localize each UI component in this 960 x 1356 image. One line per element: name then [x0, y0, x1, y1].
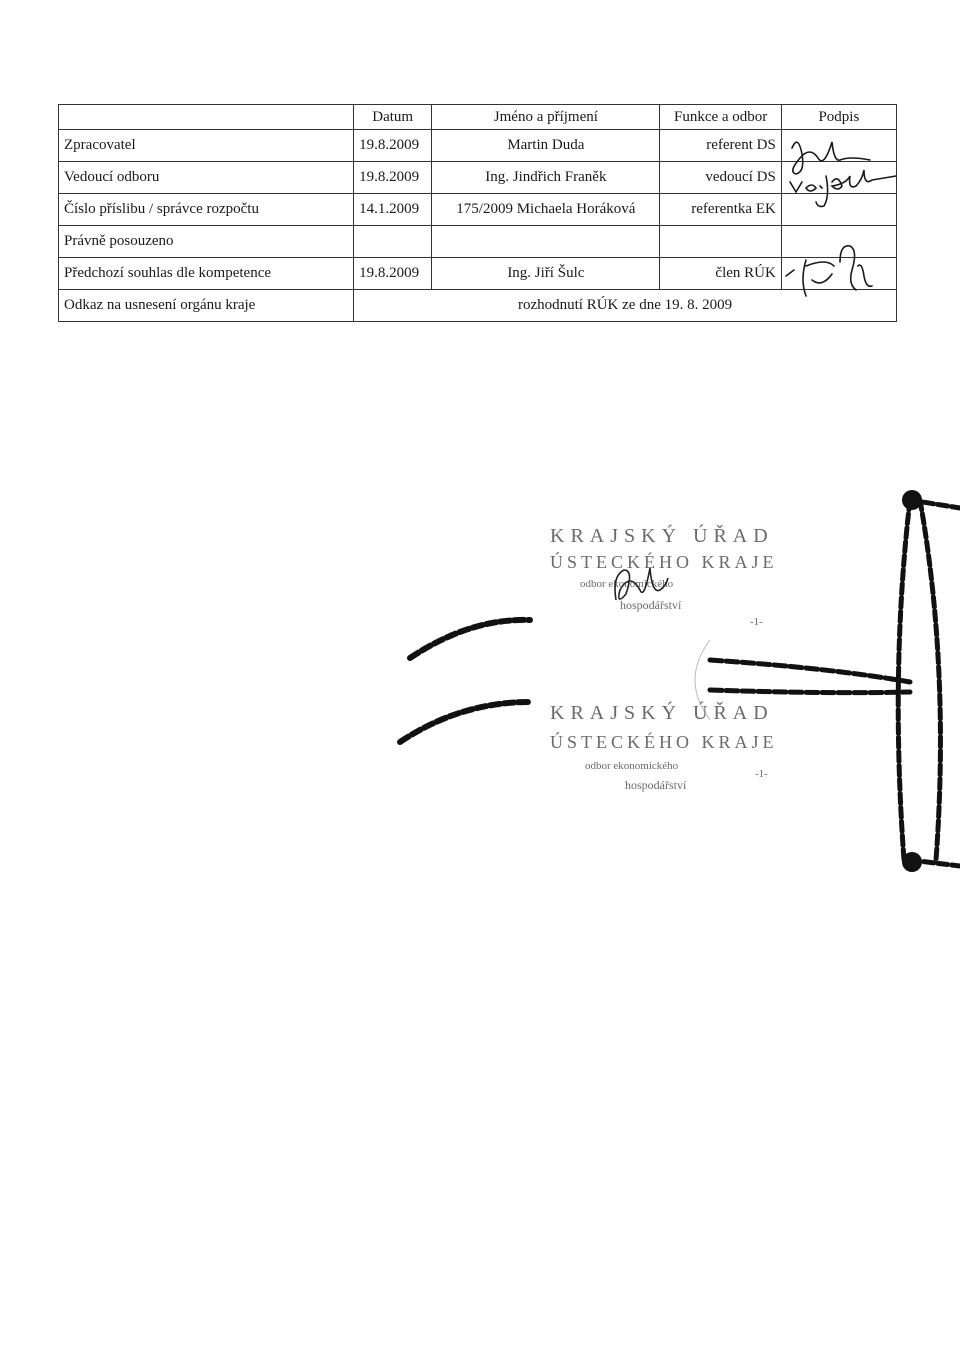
stamp-1-line3: odbor ekonomického	[580, 578, 674, 590]
row-name: 175/2009 Michaela Horáková	[432, 194, 660, 226]
row-label: Vedoucí odboru	[59, 162, 354, 194]
signature-duda	[792, 142, 870, 174]
row-date: 19.8.2009	[354, 162, 432, 194]
stamp-1-line1: KRAJSKÝ ÚŘAD	[550, 525, 774, 547]
row-function: vedoucí DS	[660, 162, 781, 194]
row-label: Předchozí souhlas dle kompetence	[59, 258, 354, 290]
row-name: Ing. Jiří Šulc	[432, 258, 660, 290]
header-date: Datum	[354, 105, 432, 130]
stamp-signature	[380, 480, 960, 900]
signatures	[0, 0, 960, 320]
header-function: Funkce a odbor	[660, 105, 781, 130]
stamp-1-line2: ÚSTECKÉHO KRAJE	[550, 552, 778, 572]
row-name: Martin Duda	[432, 130, 660, 162]
row-label: Zpracovatel	[59, 130, 354, 162]
header-name: Jméno a příjmení	[432, 105, 660, 130]
row-resolution-reference: rozhodnutí RÚK ze dne 19. 8. 2009	[354, 290, 897, 322]
stamp-2-line2: ÚSTECKÉHO KRAJE	[550, 732, 778, 752]
row-name: Ing. Jindřich Franěk	[432, 162, 660, 194]
row-function: člen RÚK	[660, 258, 781, 290]
stamp-and-cord-area	[380, 480, 960, 900]
stamp-1-line4: hospodářství	[620, 598, 682, 612]
row-label: Právně posouzeno	[59, 226, 354, 258]
signature-sulc	[786, 246, 872, 296]
header-signature: Podpis	[781, 105, 896, 130]
stamp-2-mark: -1-	[755, 768, 768, 780]
stamp-1-mark: -1-	[750, 616, 763, 628]
row-function: referent DS	[660, 130, 781, 162]
stamp-2-line4: hospodářství	[625, 778, 687, 792]
stamp-2-line3: odbor ekonomického	[585, 760, 679, 772]
row-date: 14.1.2009	[354, 194, 432, 226]
row-date: 19.8.2009	[354, 130, 432, 162]
signature-franek	[790, 170, 896, 207]
row-function: referentka EK	[660, 194, 781, 226]
stamp-2-line1: KRAJSKÝ ÚŘAD	[550, 702, 774, 724]
row-date: 19.8.2009	[354, 258, 432, 290]
row-label: Odkaz na usnesení orgánu kraje	[59, 290, 354, 322]
row-label: Číslo příslibu / správce rozpočtu	[59, 194, 354, 226]
